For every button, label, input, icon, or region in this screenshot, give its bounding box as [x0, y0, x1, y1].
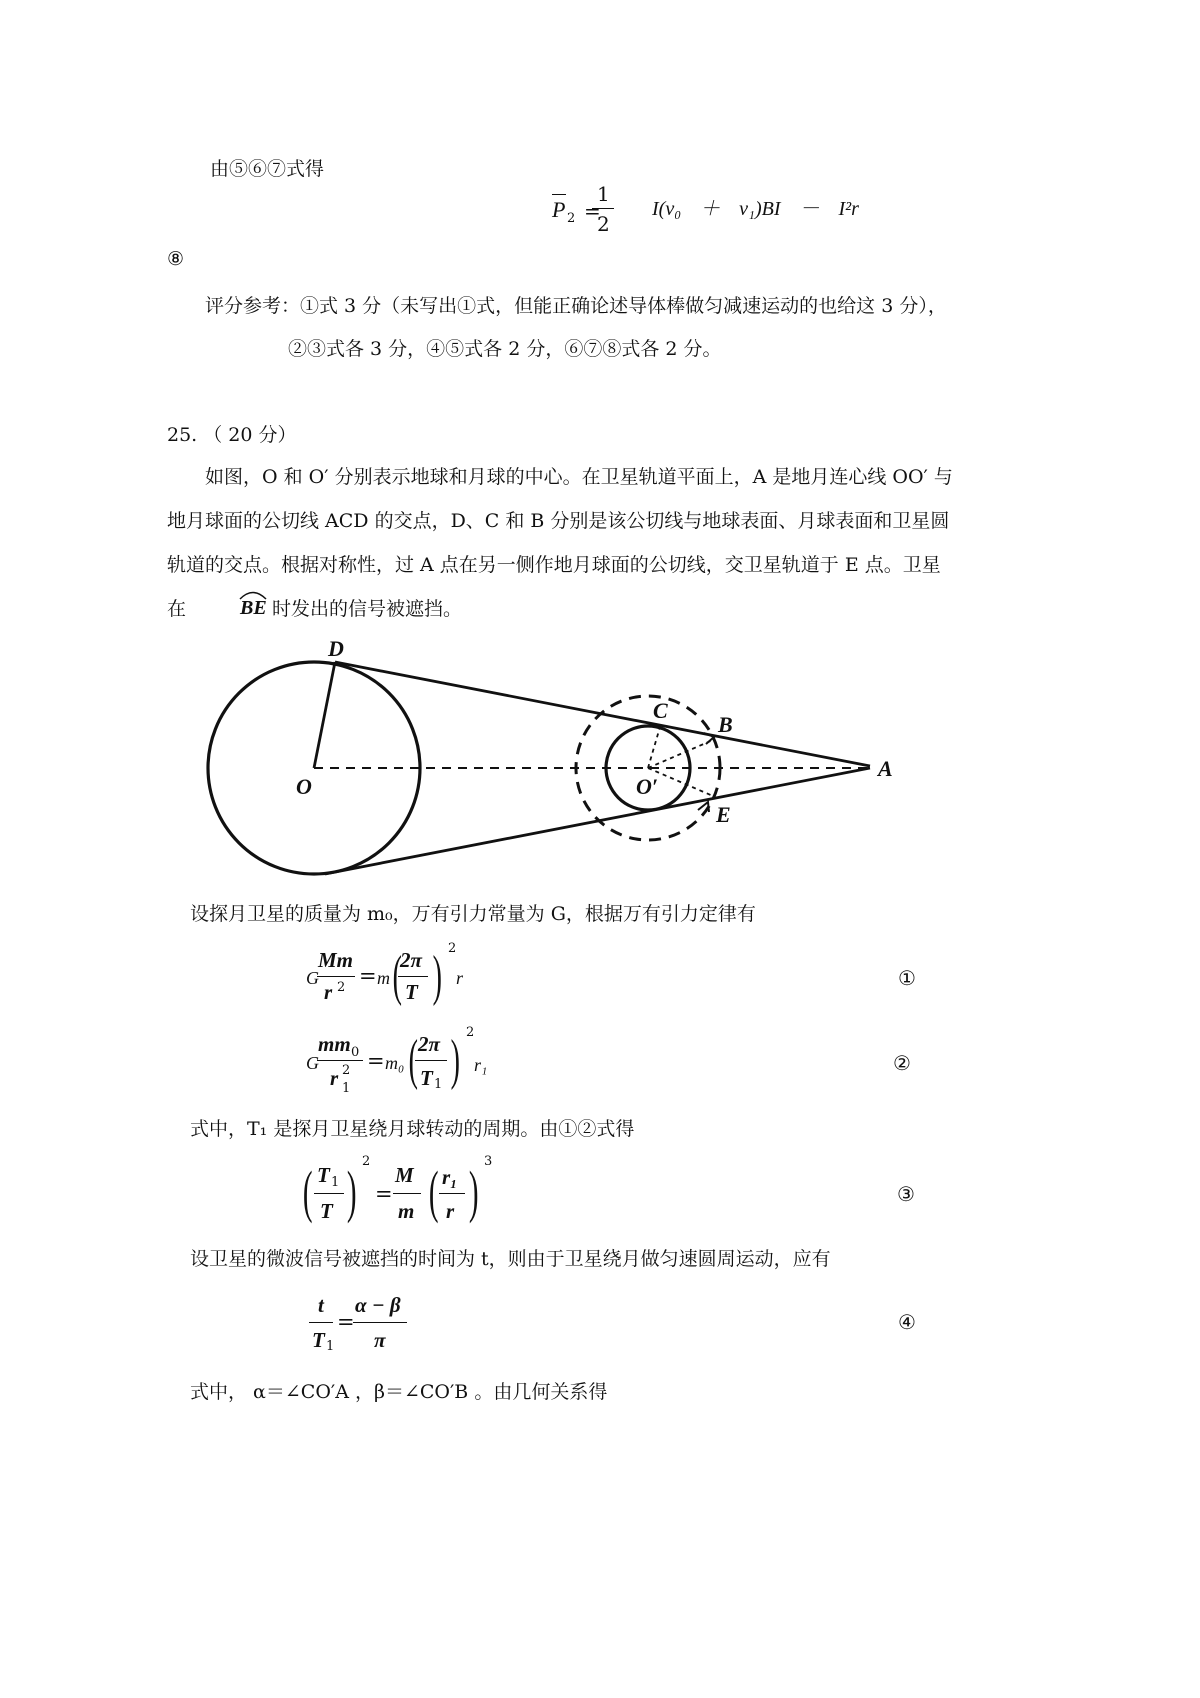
numerator-t: t	[318, 1293, 324, 1317]
equals-sign: =	[584, 199, 601, 223]
subscript: 1	[342, 1081, 351, 1096]
denominator-r: r	[324, 980, 333, 1004]
exponent: 2	[337, 980, 346, 995]
subscript: 0	[351, 1045, 360, 1060]
fraction-bar	[415, 1060, 447, 1061]
label-o-prime: O′	[636, 774, 659, 799]
fraction-denominator: 2	[597, 212, 610, 236]
earth-moon-diagram	[200, 630, 920, 890]
denominator-m: m	[398, 1199, 415, 1223]
exponent: 2	[448, 941, 457, 956]
p2-rhs: I(v₀ ＋ v₁)BI － I²r	[652, 198, 859, 220]
subscript: 1	[331, 1175, 340, 1190]
paragraph-line: 设卫星的微波信号被遮挡的时间为 t，则由于卫星绕月做匀速圆周运动，应有	[190, 1248, 831, 1270]
arc-be-label: BE	[240, 597, 267, 619]
radius-oc	[648, 727, 660, 768]
exponent: 3	[484, 1154, 493, 1169]
denominator-pi: π	[374, 1328, 386, 1352]
label-d: D	[328, 636, 344, 661]
symbol-g: G	[306, 968, 319, 988]
numerator-t1: T	[317, 1163, 330, 1187]
equation-tag: ①	[898, 966, 916, 990]
p2-symbol: P	[552, 197, 566, 222]
radius-ob	[648, 740, 713, 768]
denominator-t1: T	[420, 1066, 433, 1090]
denominator-t: T	[320, 1199, 333, 1223]
scoring-note-line2: ②③式各 3 分，④⑤式各 2 分，⑥⑦⑧式各 2 分。	[288, 338, 722, 360]
right-paren: )	[468, 1159, 479, 1224]
symbol-m: m	[377, 968, 390, 988]
overline	[552, 194, 566, 195]
numerator-mm0: mm	[318, 1032, 351, 1056]
fraction-bar	[393, 1193, 421, 1194]
left-paren: (	[392, 945, 402, 1007]
symbol-r1: r₁	[474, 1055, 488, 1075]
equation-tag: ③	[897, 1182, 915, 1206]
equation-number: ⑧	[167, 248, 185, 270]
fraction-bar	[309, 1322, 333, 1323]
left-paren: (	[408, 1029, 418, 1091]
fraction-bar	[592, 208, 614, 209]
fraction-bar	[317, 976, 355, 977]
exponent: 2	[342, 1063, 351, 1078]
p2-subscript: 2	[567, 211, 576, 226]
derivation-text: 由⑤⑥⑦式得	[210, 158, 325, 180]
label-b: B	[718, 712, 733, 737]
label-c: C	[653, 698, 668, 723]
subscript: 1	[326, 1339, 335, 1354]
exponent: 2	[362, 1154, 371, 1169]
left-paren: (	[428, 1159, 439, 1224]
symbol-m0: m₀	[385, 1053, 405, 1073]
equation-tag: ④	[898, 1310, 916, 1334]
paragraph-line: 式中，T₁ 是探月卫星绕月球转动的周期。由①②式得	[190, 1118, 635, 1140]
paragraph-line: 轨道的交点。根据对称性，过 A 点在另一侧作地月球面的公切线，交卫星轨道于 E 点。卫星	[167, 554, 941, 576]
right-paren: )	[346, 1159, 357, 1224]
label-e: E	[716, 802, 731, 827]
paragraph-line: 设探月卫星的质量为 m₀，万有引力常量为 G，根据万有引力定律有	[190, 903, 756, 925]
exponent: 2	[466, 1025, 475, 1040]
symbol-g: G	[306, 1053, 319, 1073]
subscript: 1	[434, 1077, 443, 1092]
denominator-t: T	[405, 980, 418, 1004]
fraction-numerator: 1	[597, 182, 610, 206]
arc-symbol	[238, 588, 268, 600]
denominator-t1: T	[312, 1328, 325, 1352]
fraction-bar	[314, 1193, 344, 1194]
fraction-bar	[317, 1060, 363, 1061]
equals-sign: =	[375, 1182, 393, 1206]
numerator-mm: Mm	[318, 948, 354, 972]
right-paren: )	[450, 1029, 460, 1091]
label-a: A	[878, 756, 893, 781]
label-o: O	[296, 774, 312, 799]
left-paren: (	[302, 1159, 313, 1224]
scoring-note-line1: 评分参考：①式 3 分（未写出①式，但能正确论述导体棒做匀减速运动的也给这 3 分），	[205, 295, 947, 317]
paragraph-line: 时发出的信号被遮挡。	[272, 598, 463, 620]
paragraph-line: 式中， α＝∠CO′A ，β＝∠CO′B 。由几何关系得	[190, 1381, 608, 1403]
denominator-r: r	[446, 1199, 455, 1223]
fraction-bar	[439, 1193, 465, 1194]
numerator-m: M	[395, 1163, 414, 1187]
denominator-r1: r	[330, 1066, 339, 1090]
numerator-r1: r₁	[442, 1165, 458, 1189]
radius-od	[314, 662, 335, 768]
right-paren: )	[432, 945, 442, 1007]
equation-tag: ②	[893, 1051, 911, 1075]
numerator-2pi: 2π	[418, 1032, 440, 1056]
numerator-2pi: 2π	[400, 948, 422, 972]
symbol-r: r	[456, 968, 464, 988]
question-header: 25. （ 20 分）	[167, 424, 297, 446]
equals-sign: =	[337, 1310, 355, 1334]
equals-sign: =	[367, 1049, 385, 1073]
fraction-bar	[353, 1322, 407, 1323]
paragraph-line: 在	[167, 598, 187, 620]
numerator-alpha-beta: α − β	[355, 1293, 401, 1317]
paragraph-line: 如图，O 和 O′ 分别表示地球和月球的中心。在卫星轨道平面上，A 是地月连心线 OO′ 与	[205, 466, 953, 488]
fraction-bar	[398, 976, 428, 977]
equals-sign: =	[359, 964, 377, 988]
paragraph-line: 地月球面的公切线 ACD 的交点，D、C 和 B 分别是该公切线与地球表面、月球表面和卫星圆	[167, 510, 950, 532]
